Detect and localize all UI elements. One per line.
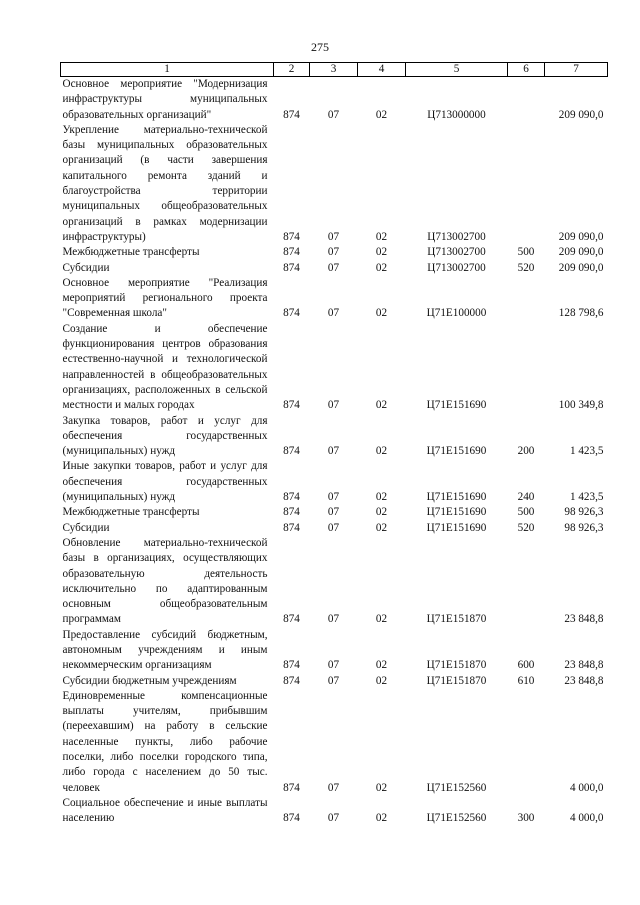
row-expense-type [508,77,545,123]
row-amount: 4 000,0 [569,812,604,825]
table-row [61,689,608,796]
row-subsection-code: 07 [327,521,340,534]
row-section-code: 874 [283,230,300,243]
row-amount: 209 090,0 [558,108,604,121]
row-expense-type [508,123,545,245]
row-item-code: 02 [375,230,388,243]
row-subsection-code: 07 [327,491,340,504]
row-section-code: 874 [283,521,300,534]
row-amount: 23 848,8 [564,613,604,626]
row-section-code: 874 [283,108,300,121]
header-col-7: 7 [545,63,608,77]
row-amount: 209 090,0 [558,261,604,274]
header-col-1: 1 [61,63,274,77]
header-col-3: 3 [310,63,358,77]
table-body [61,77,608,827]
row-subsection-code: 07 [327,659,340,672]
budget-table [60,62,608,827]
row-amount: 209 090,0 [558,230,604,243]
row-target-code: Ц713000000 [427,108,486,121]
table-row [61,322,608,414]
row-item-code: 02 [375,674,388,687]
row-name: Укрепление материально-технической базы муниципальных образовательных организаций (в части завершения капитального ремонта зданий и благоустройства территории муниципальных общеобразовательных организаций в рамках модернизации инфраструктуры) [62,123,268,243]
row-amount: 128 798,6 [558,307,604,320]
row-target-code: Ц71Е151690 [426,506,487,519]
row-item-code: 02 [375,261,388,274]
row-section-code: 874 [283,613,300,626]
table-row [61,245,608,260]
row-name: Субсидии [62,521,110,534]
row-item-code: 02 [375,108,388,121]
row-target-code: Ц71Е151870 [426,674,487,687]
header-row [61,63,608,77]
row-item-code: 02 [375,613,388,626]
row-section-code: 874 [283,246,300,259]
row-expense-type [508,276,545,322]
row-expense-type: 500 [517,246,535,259]
row-target-code: Ц71Е151870 [426,659,487,672]
row-name: Предоставление субсидий бюджетным, автономным учреждениям и иным некоммерческим организациям [62,628,268,672]
row-subsection-code: 07 [327,307,340,320]
row-section-code: 874 [283,781,300,794]
table-row [61,459,608,505]
table-row [61,414,608,460]
row-amount: 4 000,0 [569,781,604,794]
row-subsection-code: 07 [327,261,340,274]
row-name: Иные закупки товаров, работ и услуг для обеспечения государственных (муниципальных) нужд [62,460,268,504]
header-col-6: 6 [508,63,545,77]
row-subsection-code: 07 [327,399,340,412]
row-section-code: 874 [283,307,300,320]
row-expense-type: 500 [517,506,535,519]
page-number: 275 [311,40,329,54]
row-name: Субсидии [62,261,110,274]
row-subsection-code: 07 [327,812,340,825]
row-section-code: 874 [283,399,300,412]
row-target-code: Ц713002700 [427,246,486,259]
row-subsection-code: 07 [327,246,340,259]
row-item-code: 02 [375,246,388,259]
table-row [61,505,608,520]
row-section-code: 874 [283,812,300,825]
row-expense-type: 610 [517,674,535,687]
table-row [61,628,608,674]
row-item-code: 02 [375,781,388,794]
row-subsection-code: 07 [327,781,340,794]
row-item-code: 02 [375,399,388,412]
header-col-4: 4 [358,63,406,77]
row-section-code: 874 [283,445,300,458]
row-expense-type: 520 [517,521,535,534]
row-item-code: 02 [375,307,388,320]
table-row [61,536,608,628]
row-target-code: Ц71Е151690 [426,491,487,504]
header-col-2: 2 [274,63,310,77]
row-expense-type [508,689,545,796]
row-expense-type: 300 [517,812,535,825]
row-item-code: 02 [375,812,388,825]
row-target-code: Ц713002700 [427,261,486,274]
row-amount: 23 848,8 [564,659,604,672]
row-subsection-code: 07 [327,506,340,519]
row-amount: 209 090,0 [558,246,604,259]
row-item-code: 02 [375,521,388,534]
row-section-code: 874 [283,506,300,519]
row-name: Создание и обеспечение функционирования центров образования естественно-научной и технологической направленностей в общеобразовательных организациях, расположенных в сельской местности и малых городах [62,322,268,412]
row-section-code: 874 [283,674,300,687]
row-name: Межбюджетные трансферты [62,246,200,259]
header-col-5: 5 [406,63,508,77]
table-row [61,261,608,276]
row-section-code: 874 [283,261,300,274]
row-subsection-code: 07 [327,230,340,243]
row-name: Основное мероприятие "Модернизация инфраструктуры муниципальных образовательных организаций" [62,78,268,121]
row-amount: 100 349,8 [558,399,604,412]
row-section-code: 874 [283,491,300,504]
row-subsection-code: 07 [327,108,340,121]
table-row [61,276,608,322]
row-subsection-code: 07 [327,613,340,626]
row-item-code: 02 [375,659,388,672]
row-amount: 1 423,5 [569,491,604,504]
row-name: Обновление материально-технической базы в организациях, осуществляющих образовательную деятельность исключительно по адаптированным основным общеобразовательным программам [62,536,268,626]
row-target-code: Ц71Е152560 [426,812,487,825]
row-expense-type [508,536,545,628]
row-name: Социальное обеспечение и иные выплаты населению [62,796,268,825]
row-expense-type [508,322,545,414]
row-expense-type: 240 [517,491,535,504]
row-item-code: 02 [375,491,388,504]
row-expense-type: 600 [517,659,535,672]
row-target-code: Ц71Е151690 [426,399,487,412]
table-row [61,123,608,245]
table-row [61,796,608,827]
row-target-code: Ц71Е151690 [426,521,487,534]
row-name: Субсидии бюджетным учреждениям [62,674,237,687]
row-target-code: Ц71Е100000 [426,307,487,320]
row-item-code: 02 [375,445,388,458]
row-amount: 23 848,8 [564,674,604,687]
table-header [61,63,608,77]
table-row [61,521,608,536]
row-target-code: Ц713002700 [427,230,486,243]
table-row [61,674,608,689]
row-name: Межбюджетные трансферты [62,506,200,519]
row-subsection-code: 07 [327,445,340,458]
row-expense-type: 520 [517,261,535,274]
row-target-code: Ц71Е151870 [426,613,487,626]
row-name: Закупка товаров, работ и услуг для обеспечения государственных (муниципальных) нужд [62,414,268,458]
table-row [61,77,608,123]
row-name: Основное мероприятие "Реализация мероприятий регионального проекта "Современная школа" [62,276,268,320]
row-amount: 1 423,5 [569,445,604,458]
row-amount: 98 926,3 [564,506,604,519]
row-subsection-code: 07 [327,674,340,687]
row-expense-type: 200 [517,445,535,458]
row-section-code: 874 [283,659,300,672]
row-amount: 98 926,3 [564,521,604,534]
row-target-code: Ц71Е152560 [426,781,487,794]
row-target-code: Ц71Е151690 [426,445,487,458]
row-name: Единовременные компенсационные выплаты учителям, прибывшим (переехавшим) на работу в сельские населенные пункты, либо рабочие поселки, либо поселки городского типа, либо города с населением до 50 тыс. человек [62,689,268,794]
row-item-code: 02 [375,506,388,519]
